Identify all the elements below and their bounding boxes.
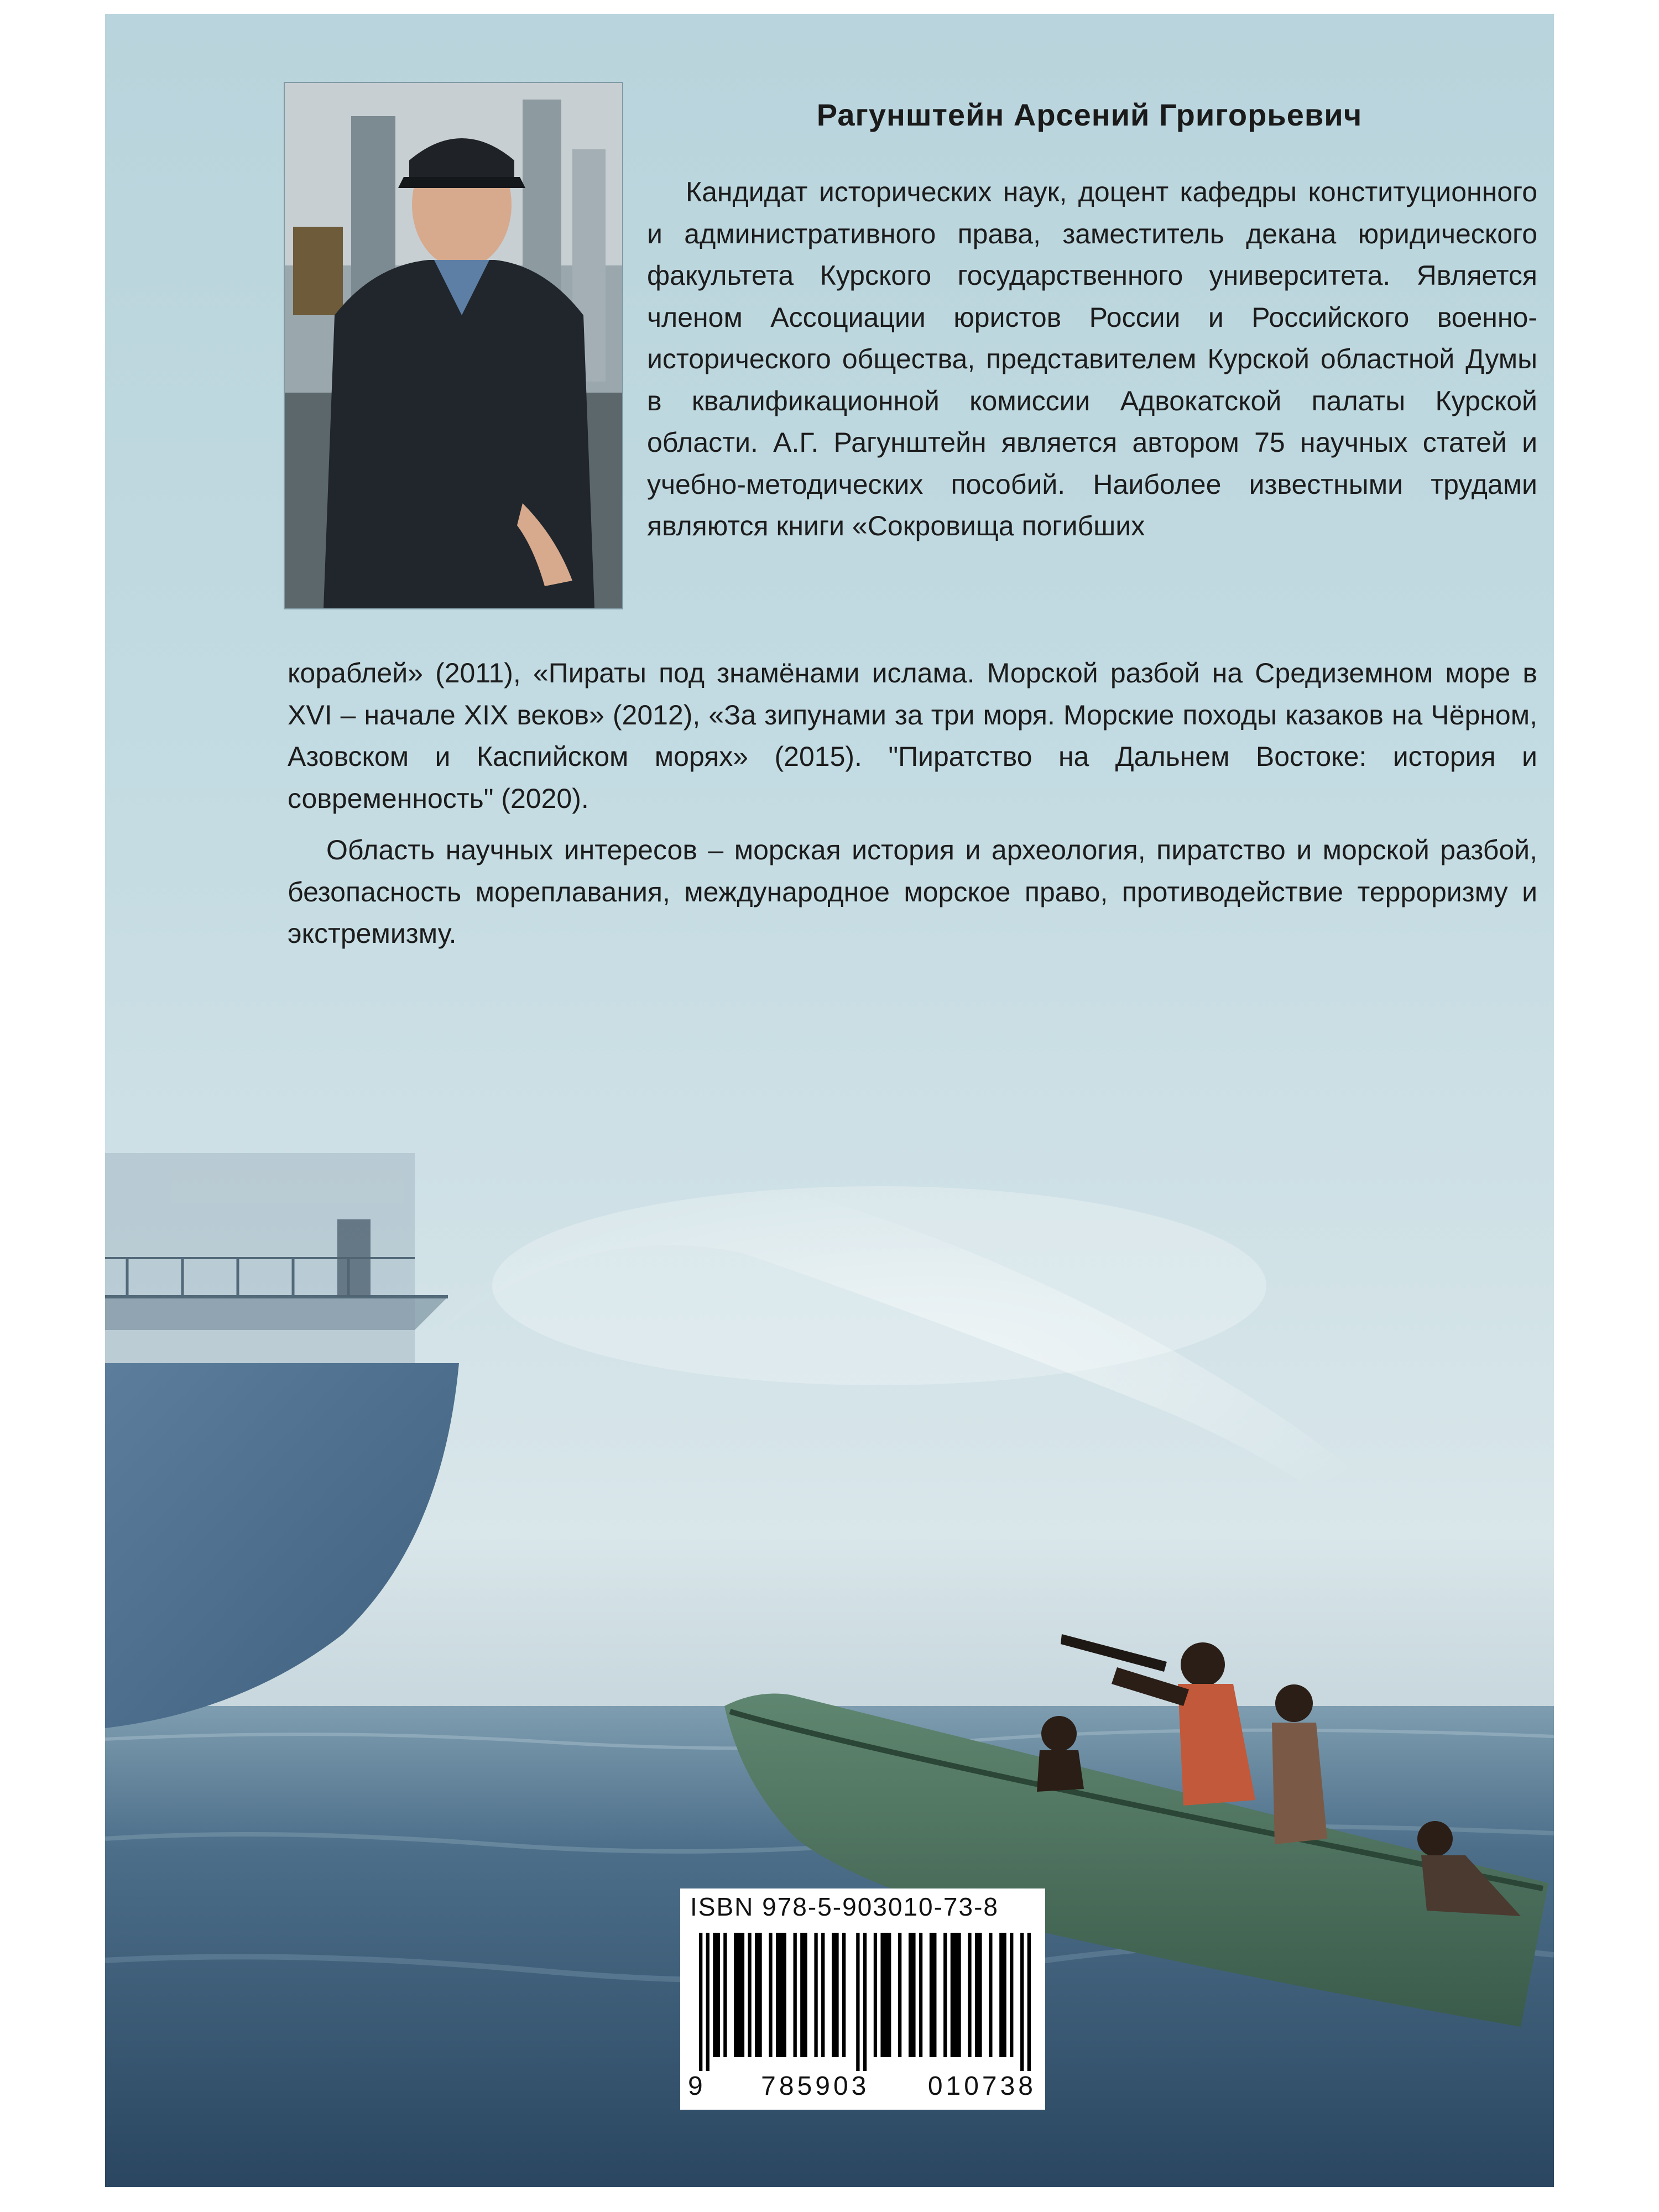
author-portrait — [285, 83, 622, 608]
isbn-barcode-block — [680, 1888, 1045, 2110]
rifle — [1061, 1634, 1167, 1672]
author-bio-intro — [647, 171, 1537, 547]
author-photo — [285, 83, 622, 608]
book-back-cover — [105, 14, 1554, 2187]
author-name: Рагунштейн Арсений Григорьевич — [816, 97, 1363, 132]
ean-digits — [688, 2071, 1036, 2101]
ean-group-2: 010738 — [927, 2072, 1036, 2101]
ship-hull — [105, 1363, 459, 1728]
isbn-label: ISBN 978-5-903010-73-8 — [690, 1892, 999, 1921]
bio-paragraph: Кандидат исторических наук, доцент кафедры конституционного и административного права, заместитель декана юридического факультета Курского государственного университета. Является членом Ассоциации юристов России и Российского военно-исторического общества, представителем Курской областной Думы в квалификационной комиссии Адвокатской палаты Курской области. А.Г. Рагунштейн является автором 75 научных статей и учебно-методических пособий. Наиболее известными трудами являются книги «Сокровища погибших — [647, 176, 1537, 541]
ean-lead-digit: 9 — [688, 2072, 703, 2101]
barcode — [699, 1933, 1031, 2071]
ship — [105, 1153, 448, 1363]
author-bio-works — [288, 653, 1537, 820]
author-research-interests: Область научных интересов – морская история и археология, пиратство и морской разбой, безопасность мореплавания, международное морское право, противодействие терроризму и экстремизму. — [288, 834, 1537, 949]
bio-paragraph-continued: кораблей» (2011), «Пираты под знамёнами ислама. Морской разбой на Средиземном море в XVI – начале XIX веков» (2012), «За зипунами за три моря. Морские походы казаков на Чёрном, Азовском и Каспийском морях» (2015). "Пиратство на Дальнем Востоке: история и современность" (2020). — [288, 658, 1537, 814]
ean-group-1: 785903 — [761, 2072, 870, 2101]
